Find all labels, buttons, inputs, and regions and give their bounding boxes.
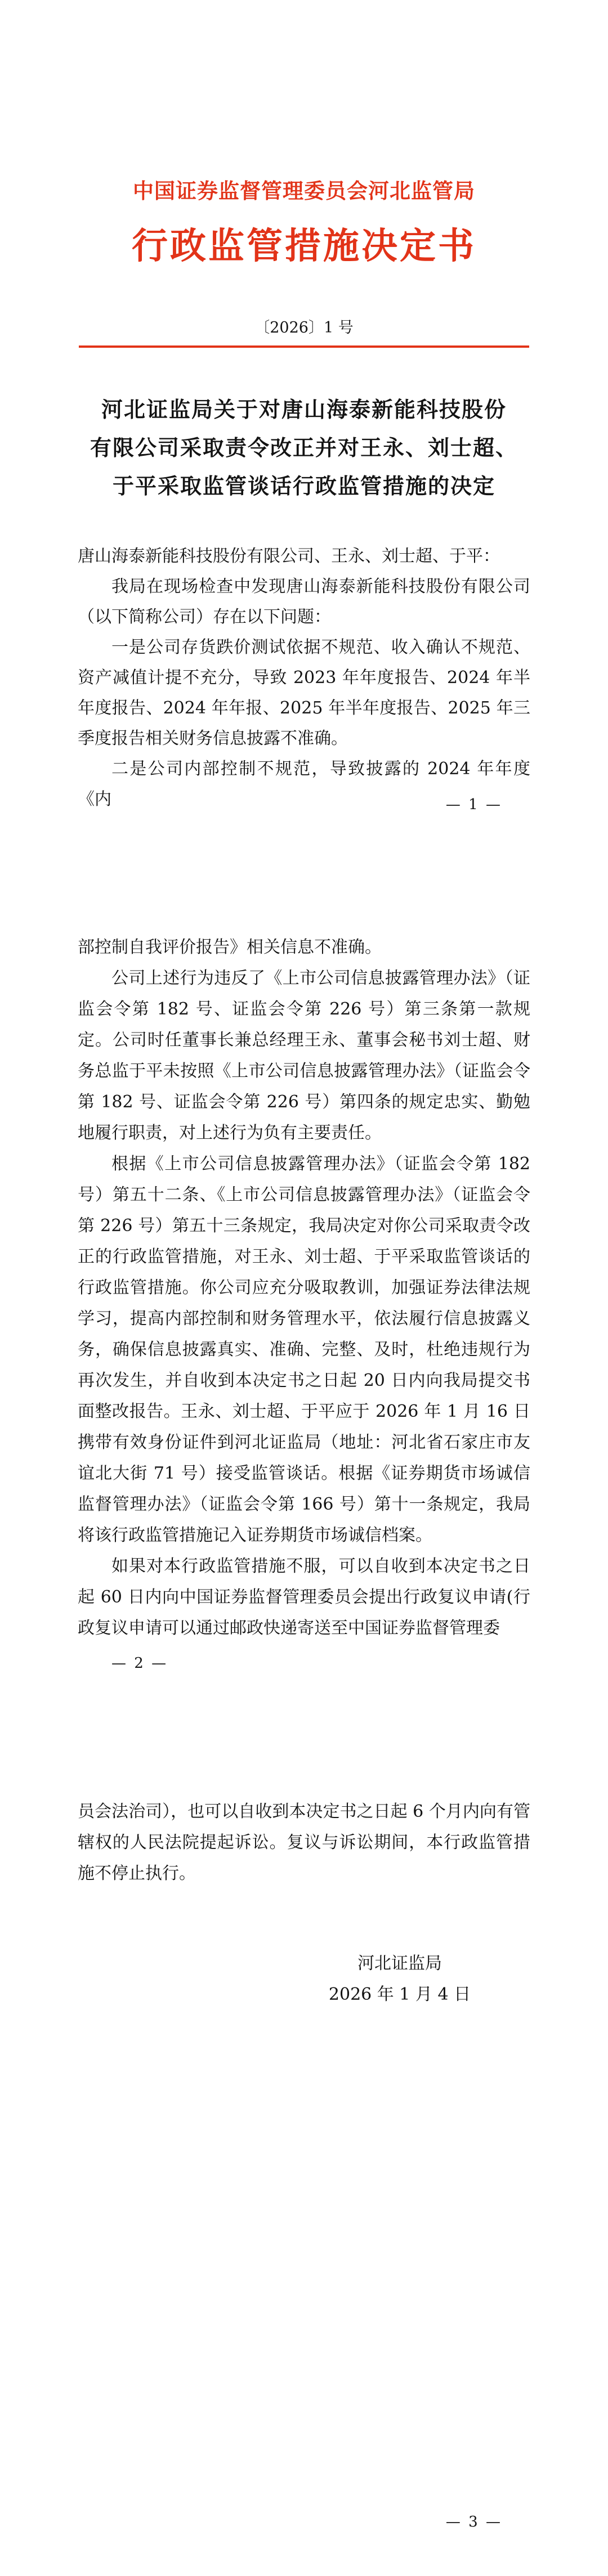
body-paragraph-issue-2-end: 部控制自我评价报告》相关信息不准确。 xyxy=(78,937,382,957)
red-divider-rule xyxy=(79,345,529,348)
decision-title xyxy=(39,391,569,505)
page-number-1: — 1 — xyxy=(445,796,502,813)
page-2-body xyxy=(78,932,530,1644)
body-paragraph-violation: 公司上述行为违反了《上市公司信息披露管理办法》（证监会令第 182 号、证监会令第 226 号）第三条第一款规定。公司时任董事长兼总经理王永、董事会秘书刘士超、财务总监于平未按照《上市公司信息披露管理办法》（证监会令第 182 号、证监会令第 226 号）第四条的规定忠实、勤勉地履行职责，对上述行为负有主要责任。 xyxy=(78,968,530,1143)
decision-title-line-1: 河北证监局关于对唐山海泰新能科技股份 xyxy=(101,397,507,422)
body-paragraph-decision: 根据《上市公司信息披露管理办法》（证监会令第 182 号）第五十二条、《上市公司信息披露管理办法》（证监会令第 226 号）第五十三条规定，我局决定对你公司采取责令改正的行政监管措施，对王永、刘士超、于平采取监管谈话的行政监管措施。你公司应充分吸取教训，加强证券法律法规学习，提高内部控制和财务管理水平，依法履行信息披露义务，确保信息披露真实、准确、完整、及时，杜绝违规行为再次发生，并自收到本决定书之日起 20 日内向我局提交书面整改报告。王永、刘士超、于平应于 2026 年 1 月 16 日携带有效身份证件到河北证监局（地址：河北省石家庄市友谊北大街 71 号）接受监管谈话。根据《证券期货市场诚信监督管理办法》（证监会令第 166 号）第十一条规定，我局将该行政监管措施记入证券期货市场诚信档案。 xyxy=(78,1154,530,1545)
page-number-3: — 3 — xyxy=(445,2514,502,2530)
signature-block xyxy=(304,1948,495,2010)
body-paragraph-issue-2-start: 二是公司内部控制不规范，导致披露的 2024 年年度《内 xyxy=(78,759,530,809)
decision-title-line-3: 于平采取监管谈话行政监管措施的决定 xyxy=(112,473,495,499)
document-number: 〔2026〕1 号 xyxy=(254,319,354,336)
decision-title-line-2: 有限公司采取责令改正并对王永、刘士超、 xyxy=(90,435,518,460)
issuer-letterhead: 中国证券监督管理委员会河北监管局 xyxy=(133,178,475,203)
document-type-title: 行政监管措施决定书 xyxy=(132,225,476,267)
page-number-2: — 2 — xyxy=(111,1655,168,1672)
page-1-body xyxy=(78,541,530,815)
body-paragraph-issue-1: 一是公司存货跌价测试依据不规范、收入确认不规范、资产减值计提不充分，导致 2023 年年度报告、2024 年半年度报告、2024 年年报、2025 年半年度报告、2025 年三季度报告相关财务信息披露不准确。 xyxy=(78,638,530,748)
page-3-body xyxy=(78,1796,530,1889)
body-paragraph-appeal-start: 如果对本行政监管措施不服，可以自收到本决定书之日起 60 日内向中国证券监督管理委员会提出行政复议申请(行政复议申请可以通过邮政快递寄送至中国证券监督管理委 xyxy=(78,1556,530,1638)
issuer-signature: 河北证监局 xyxy=(357,1954,442,1973)
page-2 xyxy=(0,859,608,1717)
decision-date: 2026 年 1 月 4 日 xyxy=(328,1985,471,2004)
page-3 xyxy=(0,1717,608,2576)
page-1 xyxy=(0,0,608,859)
body-paragraph-appeal-end: 员会法治司），也可以自收到本决定书之日起 6 个月内向有管辖权的人民法院提起诉讼。复议与诉讼期间，本行政监管措施不停止执行。 xyxy=(78,1802,530,1883)
body-paragraph-intro: 我局在现场检查中发现唐山海泰新能科技股份有限公司（以下简称公司）存在以下问题： xyxy=(78,577,530,627)
addressee-line: 唐山海泰新能科技股份有限公司、王永、刘士超、于平： xyxy=(78,546,500,566)
